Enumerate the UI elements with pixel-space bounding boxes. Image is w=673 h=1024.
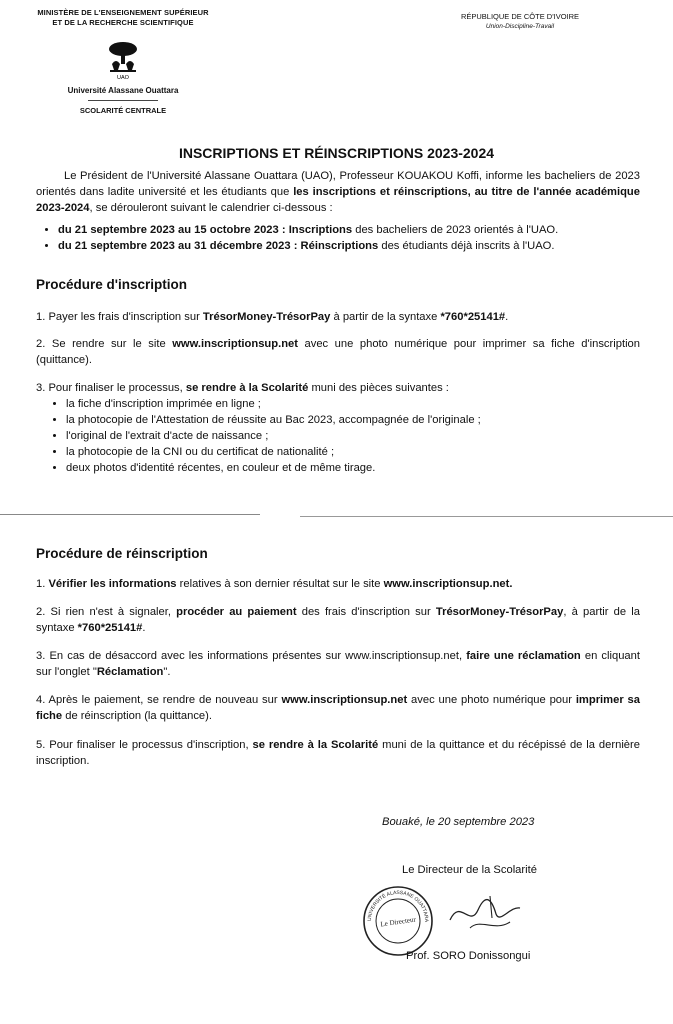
schedule-item <box>58 222 640 238</box>
document-item: • la photocopie de la CNI ou du certificat de nationalité ; <box>66 444 640 460</box>
document-item: • la photocopie de l'Attestation de réussite au Bac 2023, accompagnée de l'originale ; <box>66 412 640 428</box>
ministry-line-2: ET DE LA RECHERCHE SCIENTIFIQUE <box>52 18 194 27</box>
step-bold: procéder au paiement <box>176 606 297 618</box>
director-title: Le Directeur de la Scolarité <box>402 864 537 876</box>
stamp-center-text: Le Directeur <box>379 915 417 929</box>
page-title: INSCRIPTIONS ET RÉINSCRIPTIONS 2023-2024 <box>178 145 495 161</box>
intro-paragraph <box>36 168 640 216</box>
intro-text: Le Président de l'Université Alassane Ouattara (UAO), Professeur KOUAKOU Koffi, informe les bacheliers de 2023 orientés dans ladite université et les étudiants que <box>36 170 640 198</box>
step-bold: imprimer sa fiche <box>36 694 640 722</box>
ministry-line-1: MINISTÈRE DE L'ENSEIGNEMENT SUPÉRIEUR <box>37 8 209 17</box>
stamp-outer-text: UNIVERSITÉ ALASSANE OUATTARA <box>366 889 430 923</box>
step-text: 4. Après le paiement, se rendre de nouveau sur <box>36 694 282 706</box>
section-divider <box>300 516 673 517</box>
department-name: SCOLARITÉ CENTRALE <box>79 106 167 115</box>
schedule-desc: des étudiants déjà inscrits à l'UAO. <box>378 240 555 252</box>
step-text: . <box>505 311 509 323</box>
step-text: 3. Pour finaliser le processus, <box>36 382 186 394</box>
website-link: www.inscriptionsup.net. <box>383 578 513 590</box>
ussd-code: *760*25141# <box>77 622 143 634</box>
payment-service: TrésorMoney-TrésorPay <box>202 311 331 323</box>
step-text: ". <box>163 666 171 678</box>
step-text: 2. Si rien n'est à signaler, <box>36 606 177 618</box>
document-item: • deux photos d'identité récentes, en couleur et de même tirage. <box>66 460 640 476</box>
university-logo <box>100 40 146 86</box>
step-text: 5. Pour finaliser le processus d'inscription, <box>36 739 253 751</box>
logo-text: UAO <box>117 75 129 81</box>
step-text: avec une photo numérique pour imprimer sa fiche d'inscription (quittance). <box>36 338 640 366</box>
website-link: www.inscriptionsup.net <box>172 338 298 350</box>
inscription-step-1 <box>36 309 640 325</box>
reinscription-step-2 <box>36 604 640 636</box>
reinscription-heading: Procédure de réinscription <box>36 546 208 561</box>
step-text: à partir de la syntaxe <box>330 311 441 323</box>
schedule-date: du 21 septembre 2023 au 31 décembre 2023 : <box>58 240 298 252</box>
schedule-desc: des bacheliers de 2023 orientés à l'UAO. <box>352 224 559 236</box>
ussd-code: *760*25141# <box>440 311 506 323</box>
university-name: Université Alassane Ouattara <box>67 86 179 95</box>
step-text: . <box>142 622 146 634</box>
place-date: Bouaké, le 20 septembre 2023 <box>382 816 535 828</box>
step-bold: Vérifier les informations <box>48 578 177 590</box>
document-item: • l'original de l'extrait d'acte de naissance ; <box>66 428 640 444</box>
intro-text-end: , se dérouleront suivant le calendrier ci-dessous : <box>89 202 333 214</box>
signatory-name: Prof. SORO Donissongui <box>406 950 531 962</box>
handwritten-signature <box>440 888 530 938</box>
step-text: relatives à son dernier résultat sur le site <box>176 578 384 590</box>
intro-bold: les inscriptions et réinscriptions, au titre de l'année académique 2023-2024 <box>36 186 640 214</box>
section-divider <box>0 514 260 515</box>
ministry-header <box>28 8 218 28</box>
schedule-list <box>36 222 640 254</box>
reinscription-step-5 <box>36 737 640 769</box>
step-text: en cliquant sur l'onglet " <box>36 650 640 678</box>
step-text: muni de la quittance et du récépissé de la dernière inscription. <box>36 739 640 767</box>
step-text: des frais d'inscription sur <box>296 606 436 618</box>
schedule-date: du 21 septembre 2023 au 15 octobre 2023 : <box>58 224 286 236</box>
schedule-item <box>58 238 640 254</box>
official-stamp <box>362 885 434 957</box>
step-text: , à partir de la syntaxe <box>36 606 641 634</box>
reinscription-step-1 <box>36 576 640 592</box>
republic-header <box>430 12 610 32</box>
inscription-step-2 <box>36 336 640 368</box>
inscription-step-3 <box>36 380 640 476</box>
divider <box>88 100 158 101</box>
step-text: 3. En cas de désaccord avec les informations présentes sur www.inscriptionsup.net, <box>36 650 467 662</box>
republic-name: RÉPUBLIQUE DE CÔTE D'IVOIRE <box>460 12 580 21</box>
reinscription-step-4 <box>36 692 640 724</box>
reinscription-step-3 <box>36 648 640 680</box>
step-bold: se rendre à la Scolarité <box>252 739 379 751</box>
national-motto: Union-Discipline-Travail <box>485 23 555 30</box>
document-item: • la fiche d'inscription imprimée en ligne ; <box>66 396 640 412</box>
tab-name: Réclamation <box>96 666 164 678</box>
website-link: www.inscriptionsup.net <box>281 694 408 706</box>
step-text: avec une photo numérique pour <box>407 694 576 706</box>
step-text: 1. <box>36 578 49 590</box>
step-text: 2. Se rendre sur le site <box>36 338 173 350</box>
step-bold: se rendre à la Scolarité <box>185 382 309 394</box>
step-text: muni des pièces suivantes : <box>308 382 449 394</box>
schedule-label: Inscriptions <box>288 224 353 236</box>
step-text: 1. Payer les frais d'inscription sur <box>36 311 203 323</box>
step-text: de réinscription (la quittance). <box>62 710 212 722</box>
payment-service: TrésorMoney-TrésorPay <box>435 606 564 618</box>
inscription-heading: Procédure d'inscription <box>36 277 187 292</box>
step-bold: faire une réclamation <box>466 650 581 662</box>
schedule-label: Réinscriptions <box>300 240 379 252</box>
